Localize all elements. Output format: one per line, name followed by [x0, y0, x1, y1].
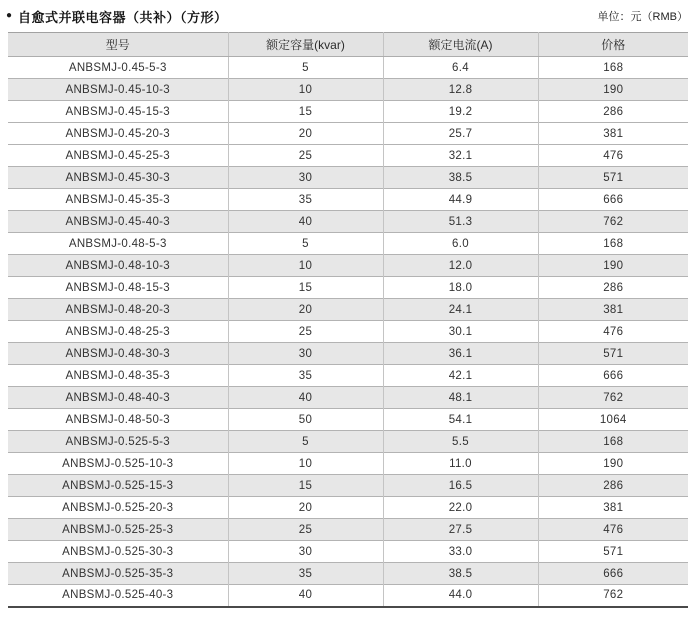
model-cell: ANBSMJ-0.525-20-3: [8, 497, 228, 519]
price-cell: 762: [538, 387, 688, 409]
table-row: [8, 57, 688, 79]
capacity-cell: 25: [228, 321, 383, 343]
current-cell: 42.1: [383, 365, 538, 387]
table-row: [8, 541, 688, 563]
model-cell: ANBSMJ-0.45-20-3: [8, 123, 228, 145]
table-row: [8, 145, 688, 167]
title-left: [6, 7, 228, 26]
price-cell: 190: [538, 79, 688, 101]
table-row: [8, 79, 688, 101]
capacity-cell: 20: [228, 299, 383, 321]
capacity-cell: 30: [228, 167, 383, 189]
column-header-current: 额定电流(A): [383, 33, 538, 57]
price-cell: 286: [538, 475, 688, 497]
table-row: [8, 343, 688, 365]
price-cell: 666: [538, 189, 688, 211]
capacity-cell: 50: [228, 409, 383, 431]
table-row: [8, 563, 688, 585]
price-cell: 571: [538, 541, 688, 563]
capacity-cell: 40: [228, 211, 383, 233]
current-cell: 24.1: [383, 299, 538, 321]
table-header: [8, 33, 688, 57]
price-cell: 666: [538, 563, 688, 585]
price-cell: 168: [538, 431, 688, 453]
capacity-cell: 10: [228, 79, 383, 101]
price-cell: 190: [538, 453, 688, 475]
capacity-cell: 10: [228, 255, 383, 277]
capacity-cell: 35: [228, 365, 383, 387]
capacity-cell: 40: [228, 585, 383, 607]
model-cell: ANBSMJ-0.45-5-3: [8, 57, 228, 79]
table-row: [8, 167, 688, 189]
table-row: [8, 387, 688, 409]
capacity-cell: 5: [228, 233, 383, 255]
current-cell: 16.5: [383, 475, 538, 497]
table-row: [8, 585, 688, 607]
capacity-cell: 40: [228, 387, 383, 409]
capacity-cell: 20: [228, 497, 383, 519]
capacity-cell: 10: [228, 453, 383, 475]
current-cell: 30.1: [383, 321, 538, 343]
table-row: [8, 519, 688, 541]
table-row: [8, 277, 688, 299]
capacity-cell: 15: [228, 475, 383, 497]
model-cell: ANBSMJ-0.48-40-3: [8, 387, 228, 409]
table-row: [8, 321, 688, 343]
table-row: [8, 431, 688, 453]
model-cell: ANBSMJ-0.525-25-3: [8, 519, 228, 541]
price-cell: 168: [538, 57, 688, 79]
capacity-cell: 15: [228, 101, 383, 123]
price-cell: 476: [538, 321, 688, 343]
model-cell: ANBSMJ-0.525-40-3: [8, 585, 228, 607]
column-header-price: 价格: [538, 33, 688, 57]
model-cell: ANBSMJ-0.48-10-3: [8, 255, 228, 277]
current-cell: 48.1: [383, 387, 538, 409]
model-cell: ANBSMJ-0.48-35-3: [8, 365, 228, 387]
capacity-cell: 30: [228, 343, 383, 365]
model-cell: ANBSMJ-0.48-20-3: [8, 299, 228, 321]
price-cell: 762: [538, 211, 688, 233]
current-cell: 5.5: [383, 431, 538, 453]
model-cell: ANBSMJ-0.45-10-3: [8, 79, 228, 101]
table-row: [8, 255, 688, 277]
capacity-cell: 35: [228, 189, 383, 211]
current-cell: 33.0: [383, 541, 538, 563]
table-row: [8, 299, 688, 321]
capacity-cell: 25: [228, 519, 383, 541]
current-cell: 6.0: [383, 233, 538, 255]
table-row: [8, 475, 688, 497]
model-cell: ANBSMJ-0.525-10-3: [8, 453, 228, 475]
capacity-cell: 5: [228, 431, 383, 453]
model-cell: ANBSMJ-0.45-40-3: [8, 211, 228, 233]
current-cell: 19.2: [383, 101, 538, 123]
price-table: [8, 32, 688, 608]
current-cell: 44.0: [383, 585, 538, 607]
page-title: 自愈式并联电容器（共补）（方形）: [18, 9, 228, 25]
table-row: [8, 365, 688, 387]
table-body: [8, 57, 688, 607]
table-row: [8, 123, 688, 145]
model-cell: ANBSMJ-0.48-15-3: [8, 277, 228, 299]
current-cell: 51.3: [383, 211, 538, 233]
model-cell: ANBSMJ-0.525-5-3: [8, 431, 228, 453]
current-cell: 12.0: [383, 255, 538, 277]
column-header-model: 型号: [8, 33, 228, 57]
model-cell: ANBSMJ-0.45-35-3: [8, 189, 228, 211]
current-cell: 6.4: [383, 57, 538, 79]
price-cell: 476: [538, 145, 688, 167]
current-cell: 54.1: [383, 409, 538, 431]
column-header-capacity: 额定容量(kvar): [228, 33, 383, 57]
capacity-cell: 15: [228, 277, 383, 299]
table-row: [8, 211, 688, 233]
price-cell: 762: [538, 585, 688, 607]
current-cell: 11.0: [383, 453, 538, 475]
capacity-cell: 30: [228, 541, 383, 563]
price-cell: 571: [538, 167, 688, 189]
current-cell: 44.9: [383, 189, 538, 211]
model-cell: ANBSMJ-0.48-5-3: [8, 233, 228, 255]
model-cell: ANBSMJ-0.45-30-3: [8, 167, 228, 189]
bullet-icon: ●: [6, 10, 13, 21]
table-row: [8, 453, 688, 475]
table-row: [8, 101, 688, 123]
model-cell: ANBSMJ-0.45-25-3: [8, 145, 228, 167]
model-cell: ANBSMJ-0.45-15-3: [8, 101, 228, 123]
current-cell: 36.1: [383, 343, 538, 365]
price-cell: 381: [538, 123, 688, 145]
table-row: [8, 497, 688, 519]
current-cell: 38.5: [383, 167, 538, 189]
unit-label: 单位：元（RMB）: [597, 11, 688, 23]
current-cell: 25.7: [383, 123, 538, 145]
capacity-cell: 25: [228, 145, 383, 167]
price-cell: 476: [538, 519, 688, 541]
current-cell: 12.8: [383, 79, 538, 101]
price-cell: 381: [538, 497, 688, 519]
capacity-cell: 35: [228, 563, 383, 585]
model-cell: ANBSMJ-0.525-15-3: [8, 475, 228, 497]
price-cell: 381: [538, 299, 688, 321]
title-bar: [0, 0, 696, 32]
model-cell: ANBSMJ-0.525-30-3: [8, 541, 228, 563]
current-cell: 22.0: [383, 497, 538, 519]
capacity-cell: 5: [228, 57, 383, 79]
model-cell: ANBSMJ-0.48-25-3: [8, 321, 228, 343]
current-cell: 18.0: [383, 277, 538, 299]
model-cell: ANBSMJ-0.525-35-3: [8, 563, 228, 585]
price-cell: 571: [538, 343, 688, 365]
price-cell: 286: [538, 277, 688, 299]
table-row: [8, 189, 688, 211]
capacity-cell: 20: [228, 123, 383, 145]
price-cell: 168: [538, 233, 688, 255]
model-cell: ANBSMJ-0.48-50-3: [8, 409, 228, 431]
current-cell: 27.5: [383, 519, 538, 541]
price-cell: 190: [538, 255, 688, 277]
current-cell: 38.5: [383, 563, 538, 585]
price-cell: 1064: [538, 409, 688, 431]
price-cell: 666: [538, 365, 688, 387]
table-row: [8, 233, 688, 255]
current-cell: 32.1: [383, 145, 538, 167]
price-cell: 286: [538, 101, 688, 123]
table-row: [8, 409, 688, 431]
model-cell: ANBSMJ-0.48-30-3: [8, 343, 228, 365]
